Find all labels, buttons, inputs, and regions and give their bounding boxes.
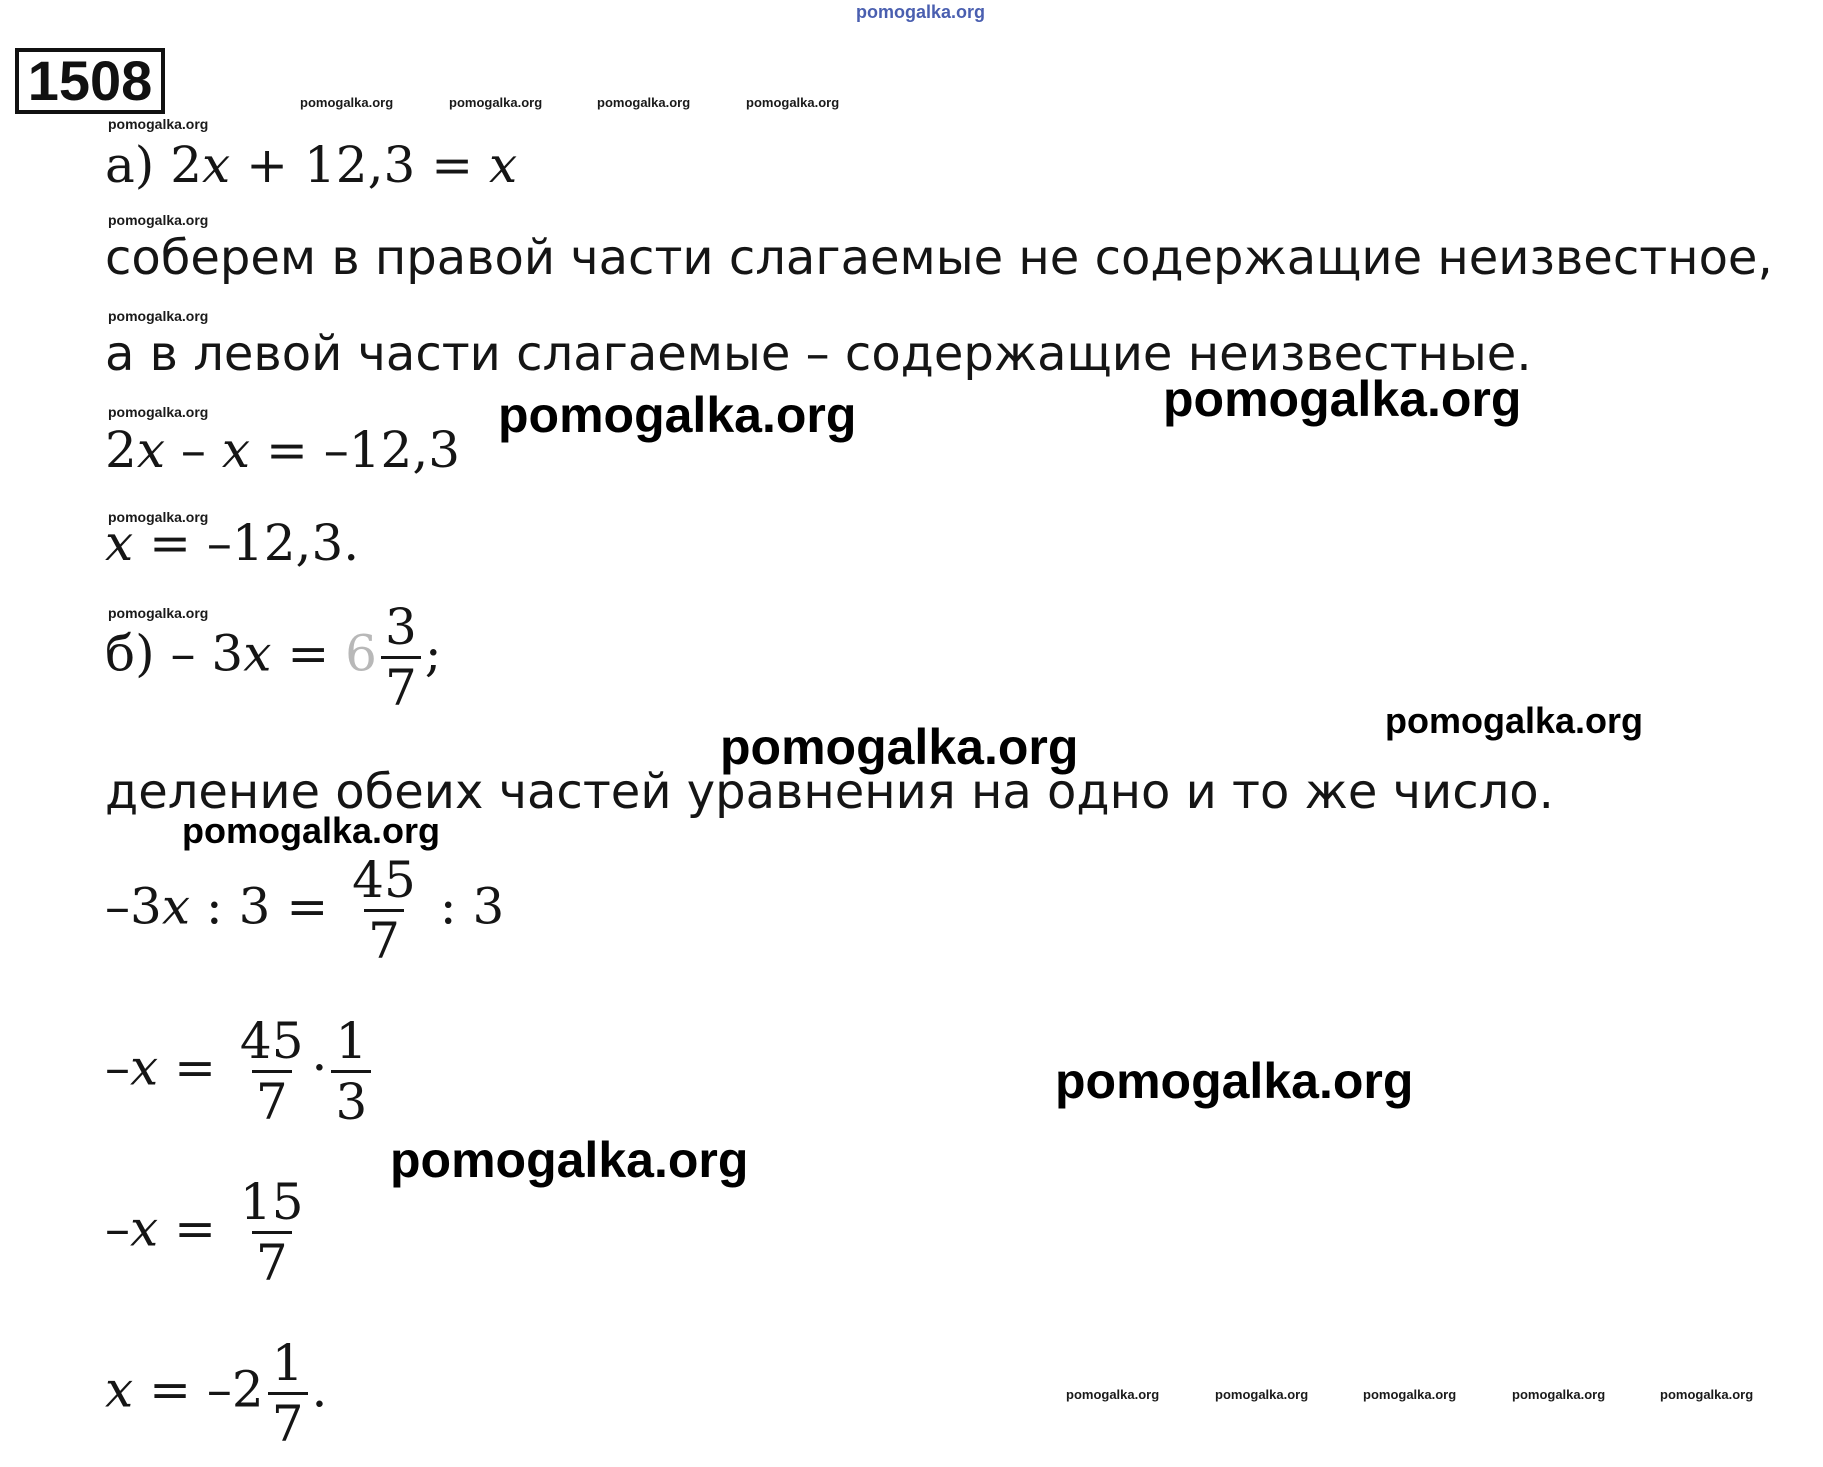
equals-sign: = [265, 421, 308, 479]
equals-sign: = [149, 514, 192, 572]
fraction [331, 1012, 371, 1131]
watermark-small: pomogalka.org [300, 95, 394, 110]
numerator: 1 [271, 1334, 304, 1392]
equals-sign: = [174, 1038, 217, 1097]
watermark-small: pomogalka.org [108, 605, 209, 621]
watermark-small: pomogalka.org [449, 95, 543, 110]
watermark-small: pomogalka.org [1512, 1387, 1606, 1402]
numerator: 45 [352, 851, 416, 909]
watermark-small: pomogalka.org [597, 95, 691, 110]
equals-sign: = [287, 624, 330, 683]
variable-x: x [136, 421, 166, 479]
watermark-small: pomogalka.org [1066, 1387, 1160, 1402]
watermark-top: pomogalka.org [856, 2, 986, 22]
denominator: 7 [252, 1231, 292, 1288]
part-b-label: б) [105, 624, 155, 683]
watermark-small: pomogalka.org [108, 116, 209, 132]
watermark-large: pomogalka.org [1055, 1053, 1414, 1109]
problem-number: 1508 [15, 48, 165, 114]
denominator: 7 [252, 1070, 292, 1127]
part-a-equation [105, 136, 518, 194]
part-b-step-4 [105, 1334, 328, 1453]
watermark-small: pomogalka.org [108, 509, 209, 525]
part-b-step-3 [105, 1173, 312, 1292]
explanation-line-2: а в левой части слагаемые – содержащие неизвестные. [105, 326, 1532, 382]
variable-x: x [105, 514, 134, 572]
watermark-large: pomogalka.org [390, 1132, 749, 1188]
watermark-small: pomogalka.org [1363, 1387, 1457, 1402]
denominator: 3 [331, 1070, 371, 1127]
divisor: : 3 [439, 877, 505, 936]
watermark-medium: pomogalka.org [182, 810, 441, 851]
variable-x: x [243, 624, 272, 683]
minus-sign: – [180, 421, 206, 479]
watermark-small: pomogalka.org [108, 308, 209, 324]
variable-x: x [130, 1038, 159, 1097]
fraction [236, 1012, 308, 1131]
operator: + [246, 136, 289, 194]
part-b-explanation: деление обеих частей уравнения на одно и то же число. [105, 764, 1554, 820]
variable-x: x [202, 136, 231, 194]
watermark-large: pomogalka.org [1163, 371, 1522, 427]
part-a-step-1 [105, 421, 461, 479]
variable-x: x [489, 136, 518, 194]
lhs-coefficient: – 3 [170, 624, 244, 683]
result-value: –12,3 [323, 421, 461, 479]
fraction [381, 598, 421, 717]
variable-x: x [161, 877, 191, 936]
variable-x: x [221, 421, 251, 479]
numerator: 3 [384, 598, 417, 656]
fraction [348, 851, 420, 970]
variable-x: x [130, 1199, 159, 1258]
watermark-small: pomogalka.org [746, 95, 840, 110]
watermark-medium: pomogalka.org [1385, 700, 1644, 741]
equals-sign: = [174, 1199, 217, 1258]
part-a-label: а) [105, 136, 155, 194]
watermark-large: pomogalka.org [498, 387, 857, 443]
coefficient: 2 [170, 136, 203, 194]
watermark-small: pomogalka.org [108, 212, 209, 228]
watermark-small: pomogalka.org [108, 404, 209, 420]
watermark-small: pomogalka.org [1660, 1387, 1754, 1402]
answer-value: –12,3. [206, 514, 360, 572]
explanation-line-1: соберем в правой части слагаемые не содержащие неизвестное, [105, 230, 1773, 286]
denominator: 7 [364, 909, 404, 966]
minus-sign: – [105, 1038, 130, 1097]
whole-part: 6 [345, 624, 377, 683]
numerator: 15 [239, 1173, 304, 1231]
numerator: 1 [335, 1012, 368, 1070]
part-b-equation [105, 598, 442, 717]
coefficient: 2 [105, 421, 137, 479]
constant: 12,3 [303, 136, 416, 194]
denominator: 7 [381, 656, 421, 713]
equals-whole: = –2 [149, 1360, 264, 1419]
equals-sign: = [431, 136, 474, 194]
division-expression: : 3 = [205, 877, 329, 936]
watermark-small: pomogalka.org [1215, 1387, 1309, 1402]
period: . [311, 1360, 328, 1419]
fraction [268, 1334, 308, 1453]
minus-sign: – [105, 1199, 130, 1258]
variable-x: x [105, 1360, 134, 1419]
part-b-step-1 [105, 851, 505, 970]
watermark-large: pomogalka.org [720, 719, 1079, 775]
fraction [236, 1173, 308, 1292]
numerator: 45 [239, 1012, 304, 1070]
multiply-dot: · [311, 1038, 328, 1097]
denominator: 7 [268, 1392, 308, 1449]
lhs-coefficient: –3 [105, 877, 162, 936]
semicolon: ; [424, 624, 442, 683]
part-b-step-2 [105, 1012, 375, 1131]
